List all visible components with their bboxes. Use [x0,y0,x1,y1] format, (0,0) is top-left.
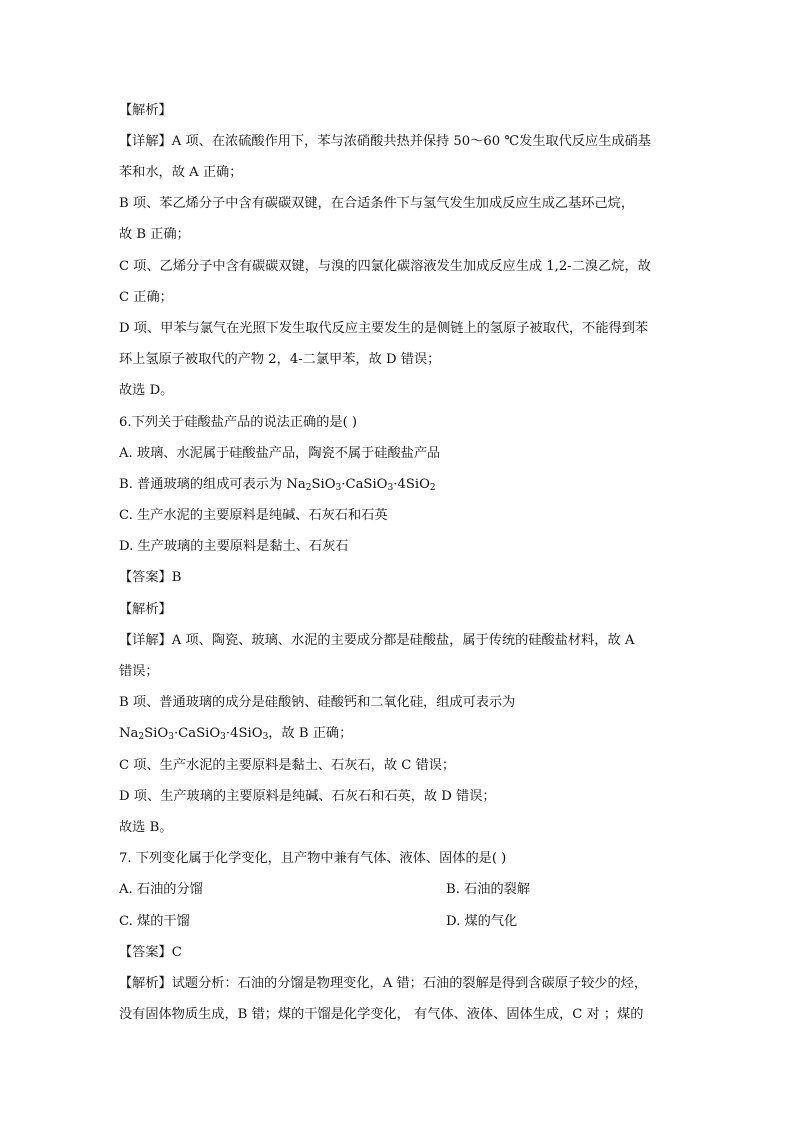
option-c: C. 生产水泥的主要原料是纯碱、石灰石和石英 [119,508,388,523]
detail-line: B 项、苯乙烯分子中含有碳碳双键，在合适条件下与氢气发生加成反应生成乙基环己烷， [119,196,635,211]
detail-line: C 项、生产水泥的主要原料是黏土、石灰石，故 C 错误； [119,758,456,773]
selection-line: 故选 B。 [119,820,173,835]
answer-line: 【答案】B [119,570,182,585]
detail-line: 苯和水，故 A 正确； [119,165,243,180]
detail-line: 环上氢原子被取代的产物 2，4-二氯甲苯，故 D 错误； [119,352,441,367]
detail-line: 【详解】A 项、陶瓷、玻璃、水泥的主要成分都是硅酸盐，属于传统的硅酸盐材料，故 A [119,633,635,648]
analysis-heading: 【解析】 [119,103,172,118]
detail-line: 错误； [119,664,159,679]
detail-line: B 项、普通玻璃的成分是硅酸钠、硅酸钙和二氧化硅，组成可表示为 [119,695,516,710]
formula-line: $Na_2SiO_3\cdot CaSiO_3\cdot 4SiO_3$，故 B 正确； [119,726,353,742]
option-d: D. 煤的气化 [446,914,518,929]
option-b: B. 石油的裂解 [446,882,531,897]
explanation-line: 没有固体物质生成，B 错；煤的干馏是化学变化， 有气体、液体、固体生成，C 对 ；煤的 [119,1007,644,1022]
option-d: D. 生产玻璃的主要原料是黏土、石灰石 [119,539,349,554]
option-b: B. 普通玻璃的组成可表示为 $Na_2SiO_3\cdot CaSiO_3\cdot 4SiO_2$ [119,477,436,493]
option-c: C. 煤的干馏 [119,914,190,929]
explanation-line: 【解析】试题分析：石油的分馏是物理变化，A 错；石油的裂解是得到含碳原子较少的烃， [119,976,648,991]
option-a: A. 石油的分馏 [119,882,203,897]
detail-line: D 项、生产玻璃的主要原料是纯碱、石灰石和石英，故 D 错误； [119,789,496,804]
selection-line: 故选 D。 [119,383,174,398]
detail-line: 故 B 正确； [119,227,190,242]
question-6: 6.下列关于硅酸盐产品的说法正确的是( ) [119,415,358,430]
detail-line: C 项、乙烯分子中含有碳碳双键，与溴的四氯化碳溶液发生加成反应生成 1,2-二溴乙烷，故 [119,259,651,274]
analysis-heading: 【解析】 [119,602,172,617]
detail-line: C 正确； [119,290,173,305]
option-a: A. 玻璃、水泥属于硅酸盐产品，陶瓷不属于硅酸盐产品 [119,446,441,461]
answer-line: 【答案】C [119,945,182,960]
detail-line: 【详解】A 项、在浓硫酸作用下，苯与浓硝酸共热并保持 50～60 ℃发生取代反应生成硝基 [119,134,651,149]
detail-line: D 项、甲苯与氯气在光照下发生取代反应主要发生的是侧链上的氢原子被取代，不能得到苯 [119,321,649,336]
question-7: 7. 下列变化属于化学变化，且产物中兼有气体、液体、固体的是( ) [119,851,507,866]
